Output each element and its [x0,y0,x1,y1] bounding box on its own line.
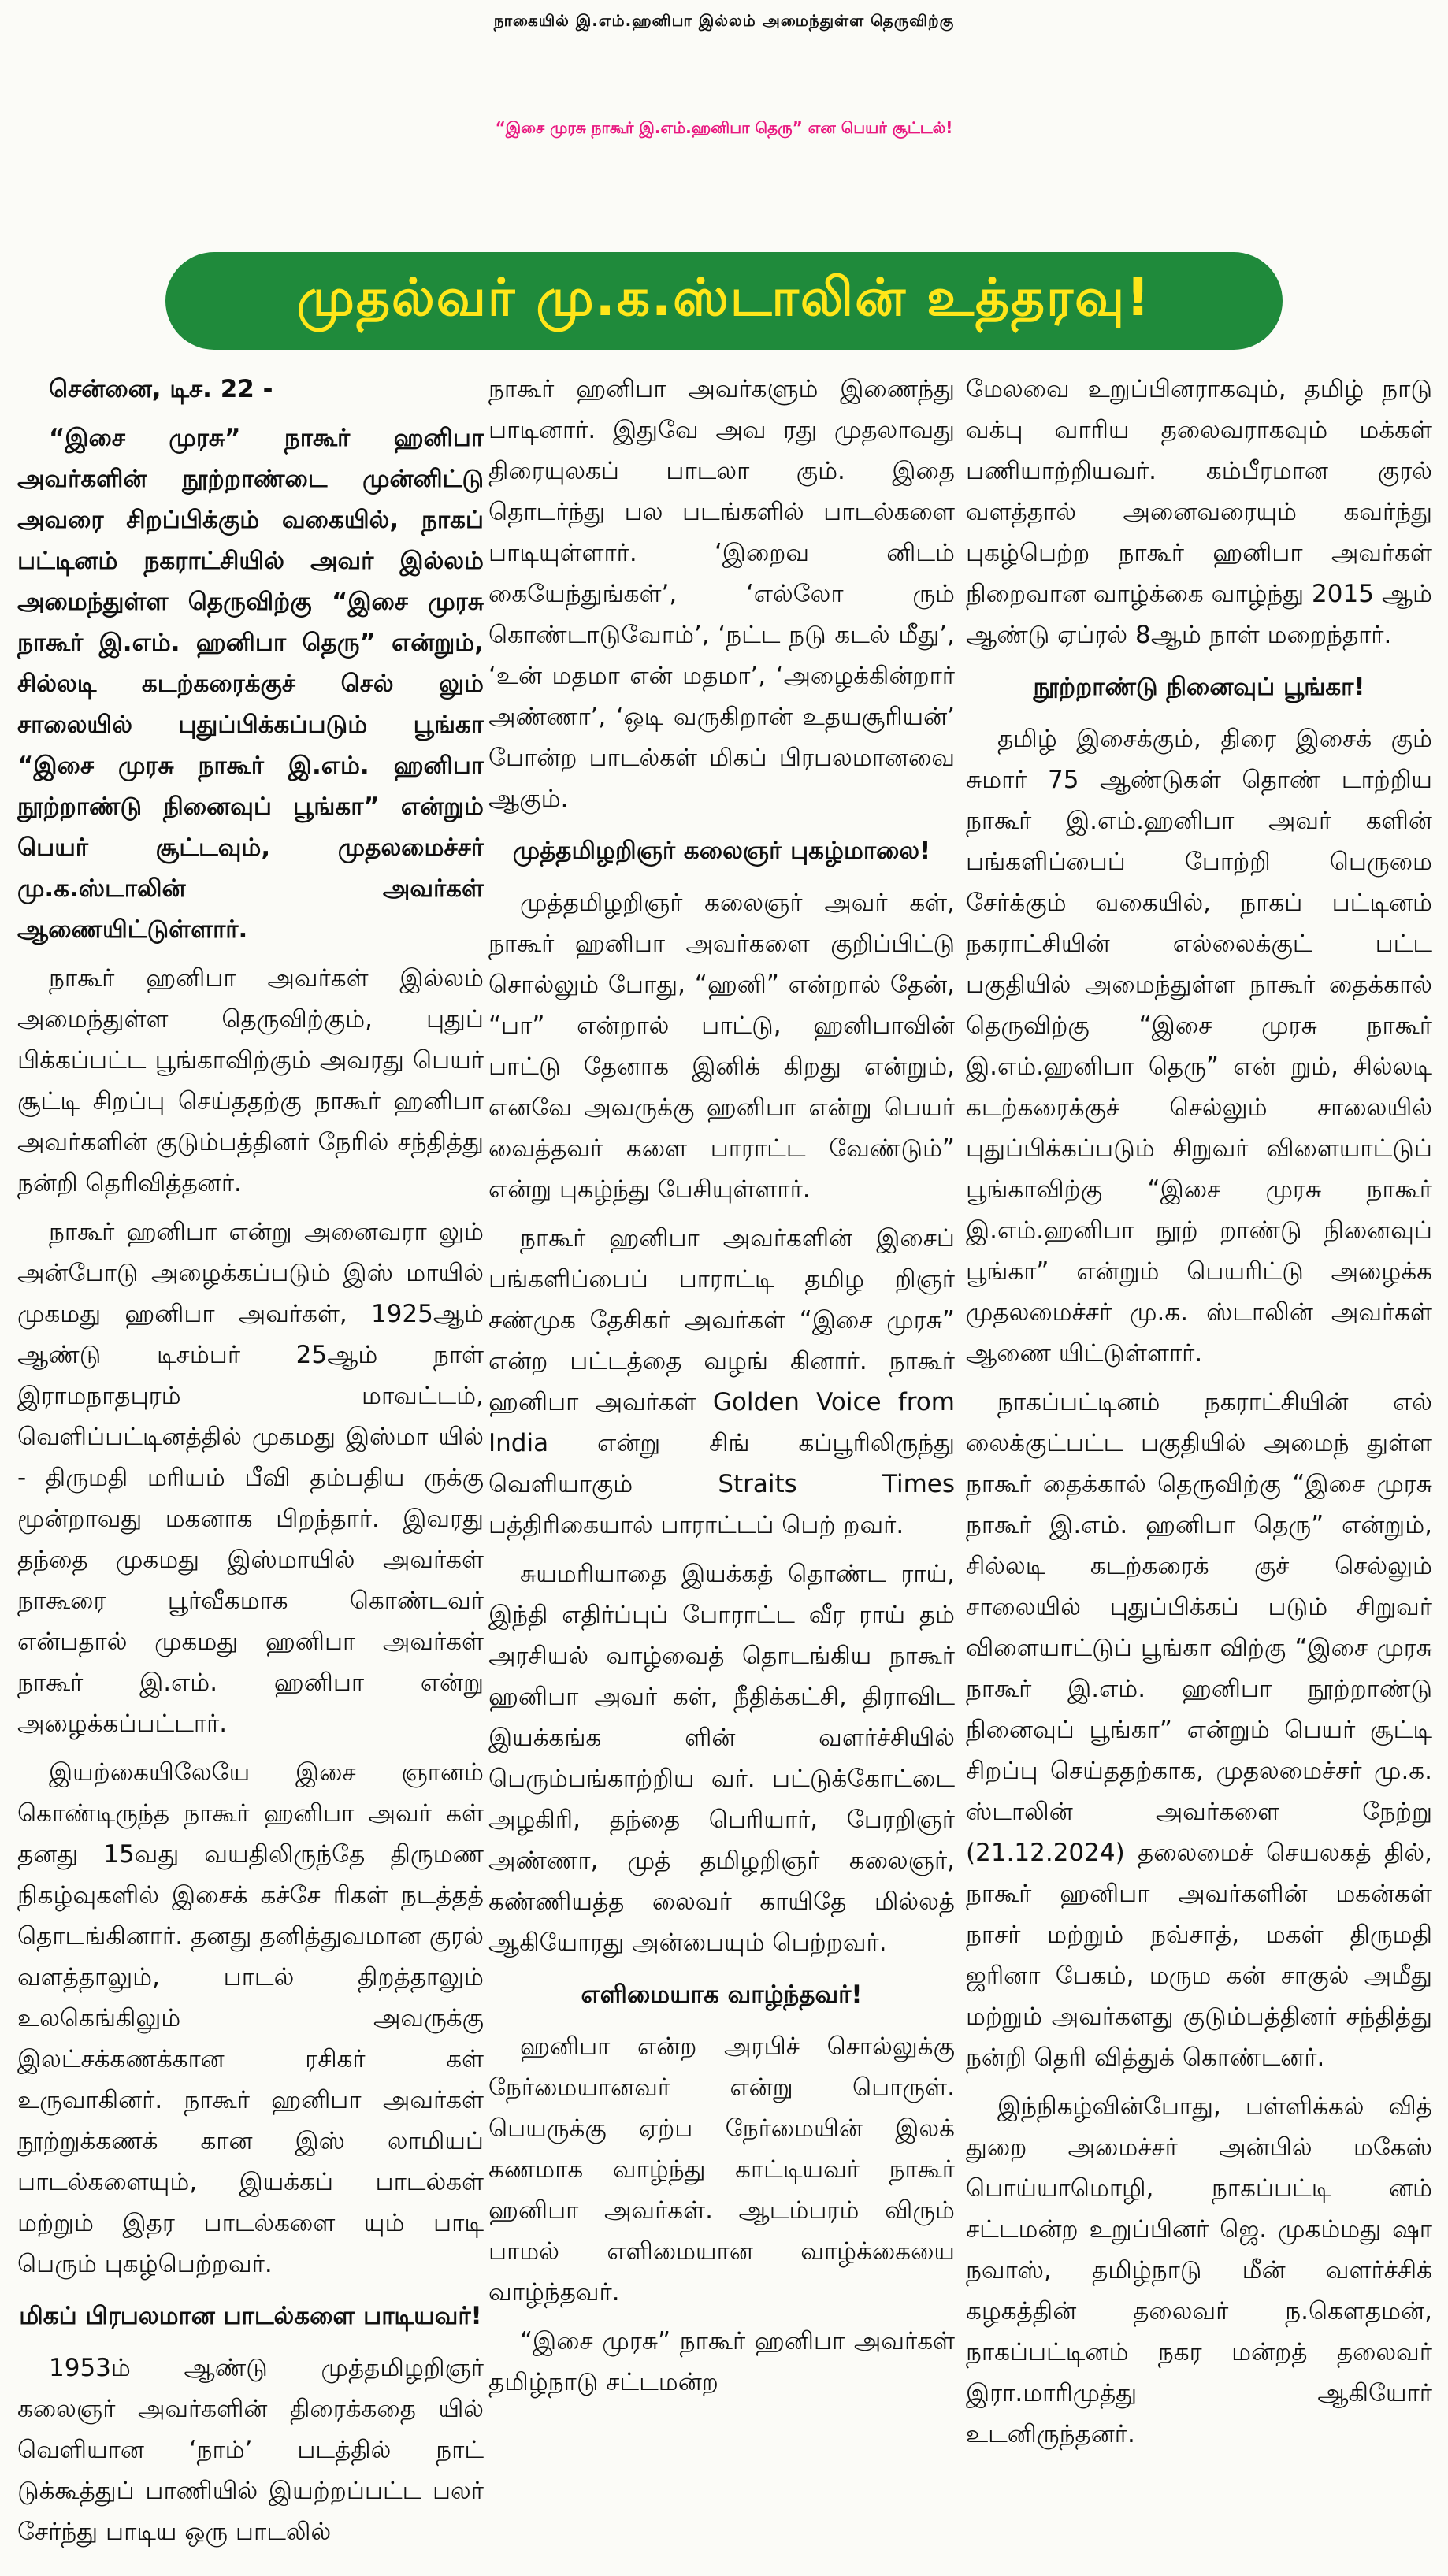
paragraph: மேலவை உறுப்பினராகவும், தமிழ் நாடு வக்பு வாரிய தலைவராகவும் மக்கள் பணியாற்றியவர். கம்பீரமான குரல் வளத்தால் அனைவரையும் கவர்ந்து புகழ்பெற்ற நாகூர் ஹனிபா அவர்கள் நிறைவான வாழ்க்கை வாழ்ந்து 2015 ஆம் ஆண்டு ஏப்ரல் 8ஆம் நாள் மறைந்தார். [966,375,1432,649]
paragraph: நாகப்பட்டினம் நகராட்சியின் எல் லைக்குட்பட்ட பகுதியில் அமைந் துள்ள நாகூர் தைக்கால் தெருவிற்கு “இசை முரசு நாகூர் இ.எம். ஹனிபா தெரு” என்றும், சில்லடி கடற்கரைக் குச் செல்லும் சாலையில் புதுப்பிக்கப் படும் சிறுவர் விளையாட்டுப் பூங்கா விற்கு “இசை முரசு நாகூர் இ.எம். ஹனிபா நூற்றாண்டு நினைவுப் பூங்கா” என்றும் பெயர் சூட்டி சிறப்பு செய்ததற்காக, முதலமைச்சர் மு.க. ஸ்டாலின் அவர்களை நேற்று (21.12.2024) தலைமைச் செயலகத் தில், நாகூர் ஹனிபா அவர்களின் மகன்கள் நாசர் மற்றும் நவ்சாத், மகள் திருமதி ஜரினா பேகம், மரும கன் சாகுல் அமீது மற்றும் அவர்களது குடும்பத்தினர் சந்தித்து நன்றி தெரி வித்துக் கொண்டனர். [966,1388,1432,2072]
subheading: நூற்றாண்டு நினைவுப் பூங்கா! [1033,673,1365,701]
article-column-2 [488,369,955,2567]
paragraph: இயற்கையிலேயே இசை ஞானம் கொண்டிருந்த நாகூர் ஹனிபா அவர் கள் தனது 15வது வயதிலிருந்தே திருமண நிகழ்வுகளில் இசைக் கச்சே ரிகள் நடத்தத் தொடங்கினார். தனது தனித்துவமான குரல் வளத்தாலும், பாடல் திறத்தாலும் உலகெங்கிலும் அவருக்கு இலட்சக்கணக்கான ரசிகர் கள் உருவாகினர். நாகூர் ஹனிபா அவர்கள் நூற்றுக்கணக் கான இஸ் லாமியப் பாடல்களையும், இயக்கப் பாடல்கள் மற்றும் இதர பாடல்களை யும் பாடி பெரும் புகழ்பெற்றவர். [17,1758,484,2278]
paragraph: சுயமரியாதை இயக்கத் தொண்ட ராய், இந்தி எதிர்ப்புப் போராட்ட வீர ராய் தம் அரசியல் வாழ்வைத் தொடங்கிய நாகூர் ஹனிபா அவர் கள், நீதிக்கட்சி, திராவிட இயக்கங்க ளின் வளர்ச்சியில் பெரும்பங்காற்றிய வர். பட்டுக்கோட்டை அழகிரி, தந்தை பெரியார், பேரறிஞர் அண்ணா, முத் தமிழறிஞர் கலைஞர், கண்ணியத்த லைவர் காயிதே மில்லத் ஆகியோரது அன்பையும் பெற்றவர். [488,1560,955,1957]
headline: “இசை முரசு நாகூர் இ.எம்.ஹனிபா தெரு” என பெயர் சூட்டல்! [495,118,953,137]
paragraph: நாகூர் ஹனிபா என்று அனைவரா லும் அன்போடு அழைக்கப்படும் இஸ் மாயில் முகமது ஹனிபா அவர்கள், 1925ஆம் ஆண்டு டிசம்பர் 25ஆம் நாள் இராமநாதபுரம் மாவட்டம், வெளிப்பட்டினத்தில் முகமது இஸ்மா யில் - திருமதி மரியம் பீவி தம்பதிய ருக்கு மூன்றாவது மகனாக பிறந்தார். இவரது தந்தை முகமது இஸ்மாயில் அவர்கள் நாகூரை பூர்வீகமாக கொண்டவர் என்பதால் முகமது ஹனிபா அவர்கள் நாகூர் இ.எம். ஹனிபா என்று அழைக்கப்பட்டார். [17,1218,484,1738]
subheading: முத்தமிழறிஞர் கலைஞர் புகழ்மாலை! [512,837,931,865]
article-column-1 [17,369,484,2567]
lead-paragraph: “இசை முரசு” நாகூர் ஹனிபா அவர்களின் நூற்றாண்டை முன்னிட்டு அவரை சிறப்பிக்கும் வகையில், நாகப் பட்டினம் நகராட்சியில் அவர் இல்லம் அமைந்துள்ள தெருவிற்கு “இசை முரசு நாகூர் இ.எம். ஹனிபா தெரு” என்றும், சில்லடி கடற்கரைக்குச் செல் லும் சாலையில் புதுப்பிக்கப்படும் பூங்கா “இசை முரசு நாகூர் இ.எம். ஹனிபா நூற்றாண்டு நினைவுப் பூங்கா” என்றும் பெயர் சூட்டவும், முதலமைச்சர் மு.க.ஸ்டாலின் அவர்கள் ஆணையிட்டுள்ளார். [17,424,484,944]
kicker-line: நாகையில் இ.எம்.ஹனிபா இல்லம் அமைந்துள்ள தெருவிற்கு [493,11,955,30]
subheadline-banner [165,252,1283,350]
paragraph: நாகூர் ஹனிபா அவர்கள் இல்லம் அமைந்துள்ள தெருவிற்கும், புதுப் பிக்கப்பட்ட பூங்காவிற்கும் அவரது பெயர் சூட்டி சிறப்பு செய்ததற்கு நாகூர் ஹனிபா அவர்களின் குடும்பத்தினர் நேரில் சந்தித்து நன்றி தெரிவித்தனர். [17,964,484,1197]
dateline: சென்னை, டிச. 22 - [49,375,273,403]
subheadline-text: முதல்வர் மு.க.ஸ்டாலின் உத்தரவு! [296,267,1152,328]
subheading: எளிமையாக வாழ்ந்தவர்! [581,1980,863,2009]
subheading: மிகப் பிரபலமான பாடல்களை பாடியவர்! [19,2302,482,2330]
article-column-3 [966,369,1432,2567]
paragraph: ஹனிபா என்ற அரபிச் சொல்லுக்கு நேர்மையானவர் என்று பொருள். பெயருக்கு ஏற்ப நேர்மையின் இலக் கணமாக வாழ்ந்து காட்டியவர் நாகூர் ஹனிபா அவர்கள். ஆடம்பரம் விரும் பாமல் எளிமையான வாழ்க்கையை வாழ்ந்தவர். [488,2032,955,2307]
paragraph: நாகூர் ஹனிபா அவர்களின் இசைப் பங்களிப்பைப் பாராட்டி தமிழ றிஞர் சண்முக தேசிகர் அவர்கள் “இசை முரசு” என்ற பட்டத்தை வழங் கினார். நாகூர் ஹனிபா அவர்கள் Golden Voice from India என்று சிங் கப்பூரிலிருந்து வெளியாகும் Straits Times பத்திரிகையால் பாராட்டப் பெற் றவர். [488,1224,955,1539]
paragraph: தமிழ் இசைக்கும், திரை இசைக் கும் சுமார் 75 ஆண்டுகள் தொண் டாற்றிய நாகூர் இ.எம்.ஹனிபா அவர் களின் பங்களிப்பைப் போற்றி பெருமை சேர்க்கும் வகையில், நாகப் பட்டினம் நகராட்சியின் எல்லைக்குட் பட்ட பகுதியில் அமைந்துள்ள நாகூர் தைக்கால் தெருவிற்கு “இசை முரசு நாகூர் இ.எம்.ஹனிபா தெரு” என் றும், சில்லடி கடற்கரைக்குச் செல்லும் சாலையில் புதுப்பிக்கப்படும் சிறுவர் விளையாட்டுப் பூங்காவிற்கு “இசை முரசு நாகூர் இ.எம்.ஹனிபா நூற் றாண்டு நினைவுப் பூங்கா” என்றும் பெயரிட்டு அழைக்க முதலமைச்சர் மு.க. ஸ்டாலின் அவர்கள் ஆணை யிட்டுள்ளார். [966,725,1432,1368]
paragraph: இந்நிகழ்வின்போது, பள்ளிக்கல் வித் துறை அமைச்சர் அன்பில் மகேஸ் பொய்யாமொழி, நாகப்பட்டி னம் சட்டமன்ற உறுப்பினர் ஜெ. முகம்மது ஷா நவாஸ், தமிழ்நாடு மீன் வளர்ச்சிக் கழகத்தின் தலைவர் ந.கௌதமன், நாகப்பட்டினம் நகர மன்றத் தலைவர் இரா.மாரிமுத்து ஆகியோர் உடனிருந்தனர். [966,2092,1432,2448]
paragraph: “இசை முரசு” நாகூர் ஹனிபா அவர்கள் தமிழ்நாடு சட்டமன்ற [488,2327,955,2396]
paragraph: 1953ம் ஆண்டு முத்தமிழறிஞர் கலைஞர் அவர்களின் திரைக்கதை யில் வெளியான ‘நாம்’ படத்தில் நாட் டுக்கூத்துப் பாணியில் இயற்றப்பட்ட பலர் சேர்ந்து பாடிய ஒரு பாடலில் [17,2354,484,2546]
paragraph: முத்தமிழறிஞர் கலைஞர் அவர் கள், நாகூர் ஹனிபா அவர்களை குறிப்பிட்டு சொல்லும் போது, “ஹனி” என்றால் தேன், “பா” என்றால் பாட்டு, ஹனிபாவின் பாட்டு தேனாக இனிக் கிறது என்றும், எனவே அவருக்கு ஹனிபா என்று பெயர் வைத்தவர் களை பாராட்ட வேண்டும்” என்று புகழ்ந்து பேசியுள்ளார். [488,889,955,1204]
paragraph: நாகூர் ஹனிபா அவர்களும் இணைந்து பாடினார். இதுவே அவ ரது முதலாவது திரையுலகப் பாடலா கும். இதை தொடர்ந்து பல படங்களில் பாடல்களை பாடியுள்ளார். ‘இறைவ னிடம் கையேந்துங்கள்’, ‘எல்லோ ரும் கொண்டாடுவோம்’, ‘நட்ட நடு கடல் மீது’, ‘உன் மதமா என் மதமா’, ‘அழைக்கின்றார் அண்ணா’, ‘ஒடி வருகிறான் உதயசூரியன்’ போன்ற பாடல்கள் மிகப் பிரபலமானவை ஆகும். [488,375,955,813]
